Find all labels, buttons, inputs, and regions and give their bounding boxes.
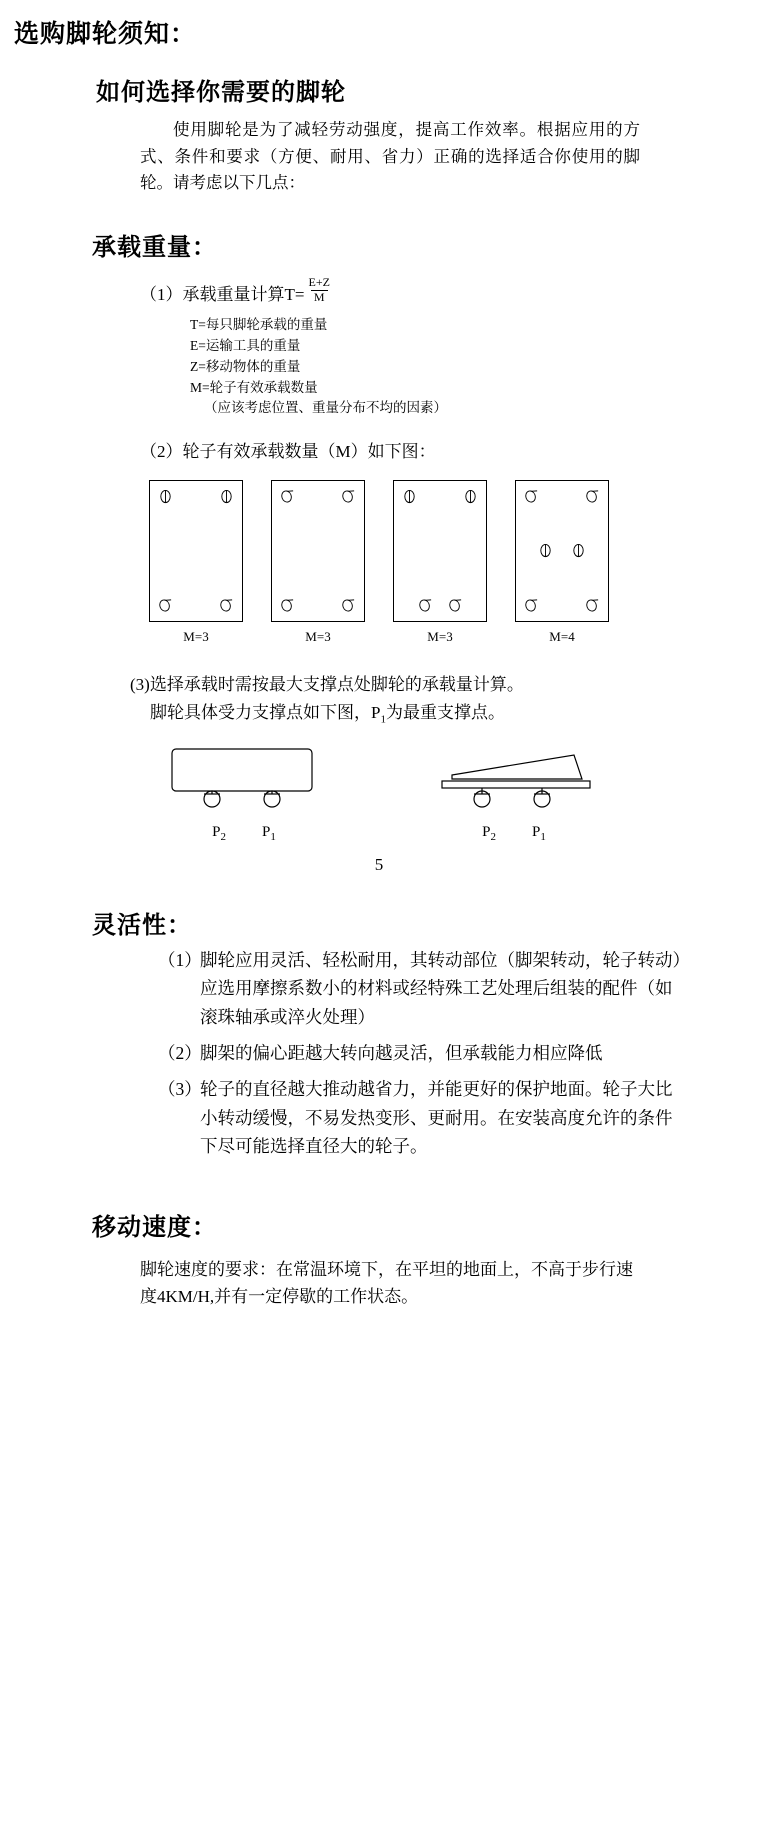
cart-label-1: M=3: [183, 629, 208, 645]
definition-m: M=轮子有效承载数量: [190, 378, 758, 399]
cart-body-3: [393, 480, 487, 622]
list-item-marker: （1）: [158, 946, 202, 974]
support-label-p2: $P_2$: [212, 824, 226, 843]
rigid-caster-icon: [402, 489, 417, 504]
support-label-p1: $P_1$: [262, 824, 276, 843]
cart-body-2: [271, 480, 365, 622]
load-fraction: [305, 276, 332, 305]
intro-paragraph: 使用脚轮是为了减轻劳动强度，提高工作效率。根据应用的方式、条件和要求（方便、耐用、省力）正确的选择适合你使用的脚轮。请考虑以下几点：: [140, 117, 640, 197]
definition-t: T=每只脚轮承载的重量: [190, 315, 758, 336]
rigid-caster-icon: [463, 489, 478, 504]
section-heading-speed: 移动速度：: [92, 1207, 758, 1242]
cart-diagram-2: [271, 480, 365, 645]
speed-paragraph: 脚轮速度的要求：在常温环境下，在平坦的地面上，不高于步行速度4KM/H,并有一定停歇的工作状态。: [140, 1256, 640, 1311]
swivel-caster-icon: [158, 598, 173, 613]
load-item-3-line2-a: 脚轮具体受力支撑点如下图，P: [150, 703, 380, 722]
cart-label-3: M=3: [427, 629, 452, 645]
load-item-3: [130, 671, 650, 729]
cart-body-1: [149, 480, 243, 622]
definition-e: E=运输工具的重量: [190, 336, 758, 357]
section-heading-flexibility: 灵活性：: [92, 905, 758, 940]
list-item: [158, 1039, 688, 1067]
formula-definitions: [190, 315, 758, 420]
rigid-caster-icon: [571, 543, 586, 558]
cart-diagram-3: [393, 480, 487, 645]
swivel-caster-icon: [219, 598, 234, 613]
load-item-2: （2）轮子有效承载数量（M）如下图：: [140, 437, 758, 462]
list-item-text: 轮子的直径越大推动越省力，并能更好的保护地面。轮子大比小转动缓慢，不易发热变形、更耐用。在安装高度允许的条件下尽可能选择直径大的轮子。: [200, 1079, 673, 1156]
cart-diagram-1: [149, 480, 243, 645]
fraction-denominator: M: [311, 290, 328, 305]
support-label-p2: $P_2$: [482, 824, 496, 843]
list-item-text: 脚架的偏心距越大转向越灵活，但承载能力相应降低: [200, 1043, 603, 1063]
definition-note: （应该考虑位置、重量分布不均的因素）: [204, 398, 758, 419]
list-item-text: 脚轮应用灵活、轻松耐用，其转动部位（脚架转动，轮子转动）应选用摩擦系数小的材料或经特殊工艺处理后组装的配件（如滚珠轴承或淬火处理）: [200, 950, 681, 1027]
load-item-3-line2: [150, 699, 650, 729]
section-heading-load-weight: 承载重量：: [92, 227, 758, 262]
swivel-caster-icon: [585, 489, 600, 504]
swivel-caster-icon: [585, 598, 600, 613]
swivel-caster-icon: [418, 598, 433, 613]
list-item-marker: （2）: [158, 1039, 202, 1067]
swivel-caster-icon: [524, 489, 539, 504]
cart-label-2: M=3: [305, 629, 330, 645]
load-formula: [140, 278, 758, 307]
support-point-diagrams: [0, 745, 758, 843]
list-item: [158, 1075, 688, 1160]
flexibility-list: [118, 946, 688, 1160]
support-label-p1: $P_1$: [532, 824, 546, 843]
cart-diagrams: [0, 480, 758, 645]
swivel-caster-icon: [448, 598, 463, 613]
swivel-caster-icon: [341, 489, 356, 504]
support-labels-1: [154, 824, 334, 843]
cart-diagram-4: [515, 480, 609, 645]
page-title: 选购脚轮须知：: [14, 14, 758, 50]
page-number: 5: [0, 855, 758, 875]
swivel-caster-icon: [341, 598, 356, 613]
load-item-3-line2-b: 为最重支撑点。: [386, 703, 505, 722]
definition-z: Z=移动物体的重量: [190, 357, 758, 378]
swivel-caster-icon: [524, 598, 539, 613]
rigid-caster-icon: [219, 489, 234, 504]
list-item: [158, 946, 688, 1031]
support-figure-2: [424, 745, 604, 843]
support-figure-1: [154, 745, 334, 843]
rigid-caster-icon: [158, 489, 173, 504]
tilted-load-diagram: [424, 745, 604, 817]
load-formula-label: （1）承载重量计算T=: [140, 280, 304, 305]
cart-label-4: M=4: [549, 629, 574, 645]
support-labels-2: [424, 824, 604, 843]
fraction-numerator: E+Z: [305, 276, 332, 290]
swivel-caster-icon: [280, 598, 295, 613]
section-heading-how-to-choose: 如何选择你需要的脚轮: [96, 72, 758, 107]
load-item-3-line1: (3)选择承载时需按最大支撑点处脚轮的承载量计算。: [130, 675, 524, 694]
list-item-marker: （3）: [158, 1075, 202, 1103]
p1-subscript: 1: [380, 713, 386, 725]
swivel-caster-icon: [280, 489, 295, 504]
flat-load-diagram: [154, 745, 334, 817]
cart-body-4: [515, 480, 609, 622]
document-page: [0, 14, 758, 1828]
rigid-caster-icon: [538, 543, 553, 558]
